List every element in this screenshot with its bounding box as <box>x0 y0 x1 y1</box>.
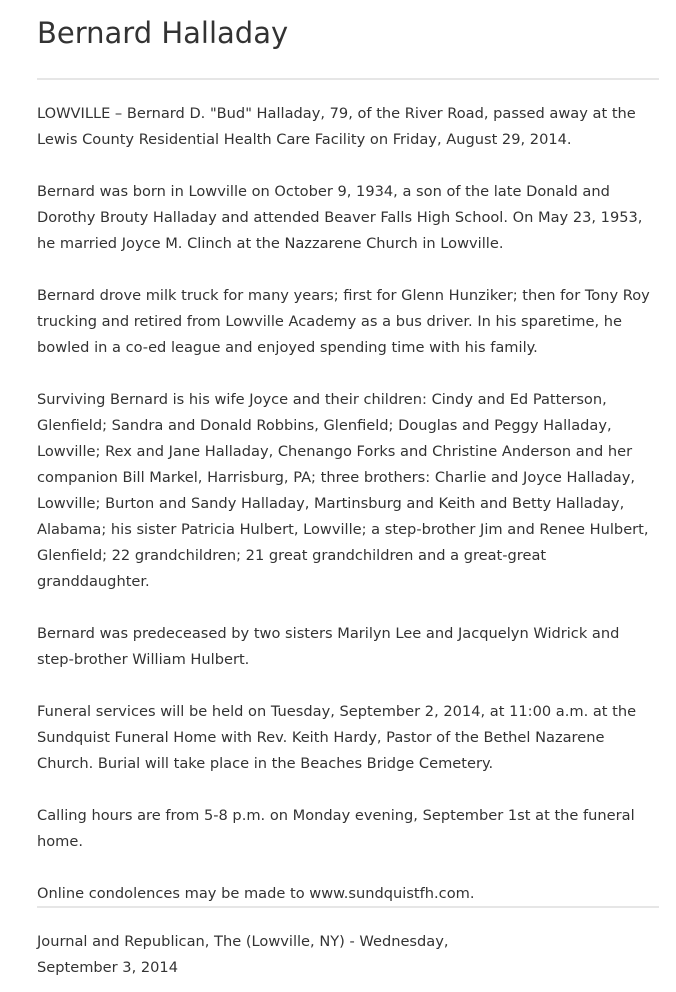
paragraph-condolences: Online condolences may be made to www.sundquistfh.com. <box>37 885 475 902</box>
paragraph-funeral-services: Funeral services will be held on Tuesday, September 2, 2014, at 11:00 a.m. at the Sundquist Funeral Home with Rev. Keith Hardy, Pastor of the Bethel Nazarene Church. Burial will take place in the Beaches Bridge Cemetery. <box>37 703 637 772</box>
article-body <box>37 101 659 933</box>
paragraph-calling-hours: Calling hours are from 5-8 p.m. on Monday evening, September 1st at the funeral home. <box>37 807 635 850</box>
paragraph-death-notice: LOWVILLE – Bernard D. "Bud" Halladay, 79, of the River Road, passed away at the Lewis County Residential Health Care Facility on Friday, August 29, 2014. <box>37 105 636 148</box>
paragraph-predeceased: Bernard was predeceased by two sisters Marilyn Lee and Jacquelyn Widrick and step-brother William Hulbert. <box>37 625 620 668</box>
publication-source: Journal and Republican, The (Lowville, NY) - Wednesday, September 3, 2014 <box>37 933 449 976</box>
page-title: Bernard Halladay <box>37 16 289 50</box>
title-divider <box>37 78 659 80</box>
paragraph-survivors: Surviving Bernard is his wife Joyce and their children: Cindy and Ed Patterson, Glenfield; Sandra and Donald Robbins, Glenfield; Douglas and Peggy Halladay, Lowville; Rex and Jane Halladay, Chenango Forks and Christine Anderson and her companion Bill Markel, Harrisburg, PA; three brothers: Charlie and Joyce Halladay, Lowville; Burton and Sandy Halladay, Martinsburg and Keith and Betty Halladay, Alabama; his sister Patricia Hulbert, Lowville; a step-brother Jim and Renee Hulbert, Glenfield; 22 grandchildren; 21 great grandchildren and a great-great granddaughter. <box>37 391 649 590</box>
source-divider <box>37 906 659 908</box>
paragraph-career: Bernard drove milk truck for many years; first for Glenn Hunziker; then for Tony Roy trucking and retired from Lowville Academy as a bus driver. In his sparetime, he bowled in a co-ed league and enjoyed spending time with his family. <box>37 287 650 356</box>
paragraph-birth-marriage: Bernard was born in Lowville on October 9, 1934, a son of the late Donald and Dorothy Brouty Halladay and attended Beaver Falls High School. On May 23, 1953, he married Joyce M. Clinch at the Nazzarene Church in Lowville. <box>37 183 643 252</box>
